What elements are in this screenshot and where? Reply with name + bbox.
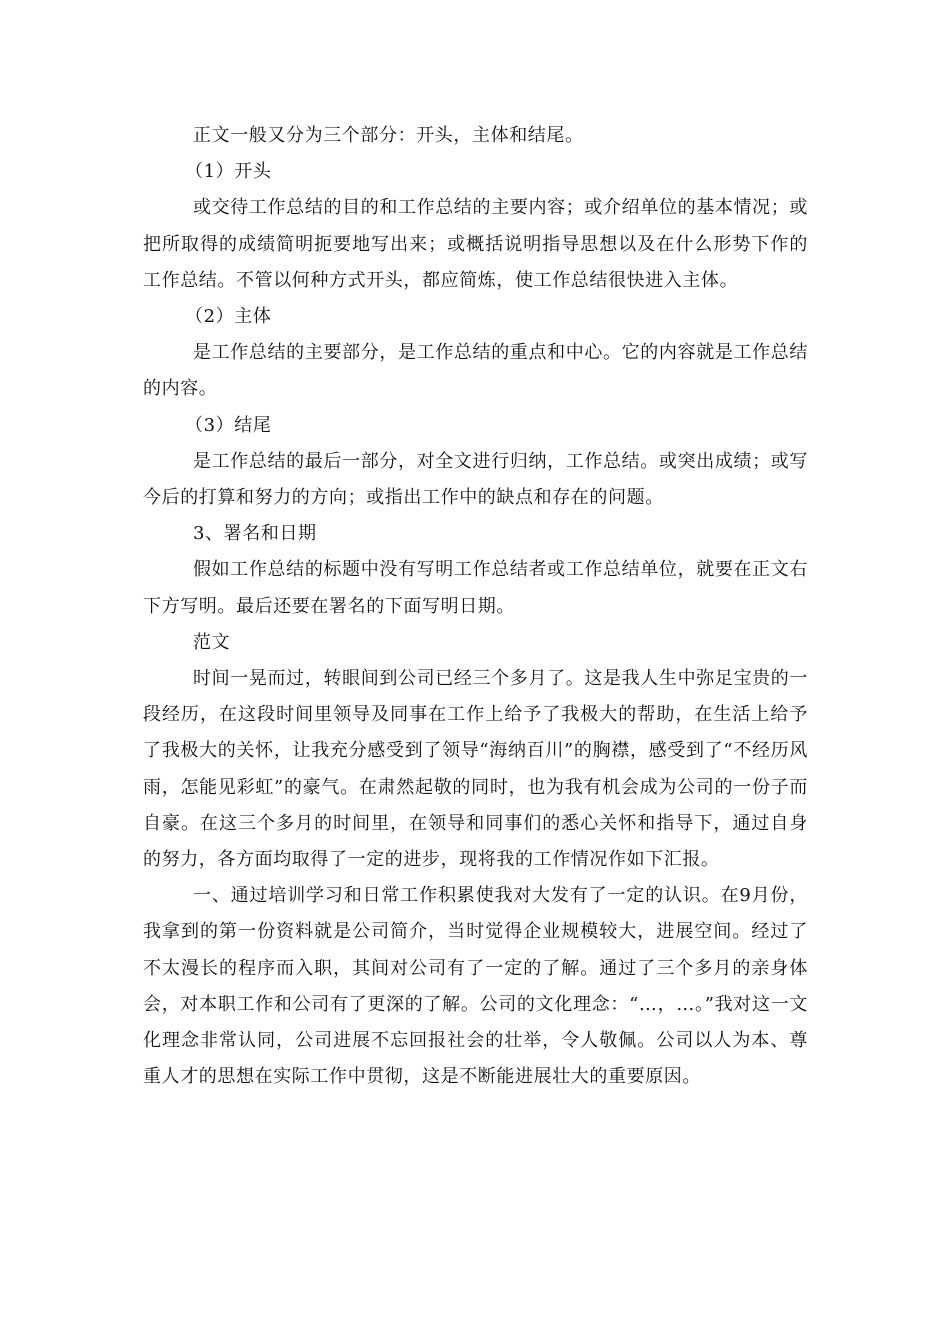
heading-main-body: （2）主体 xyxy=(185,306,272,328)
heading-ending: （3）结尾 xyxy=(185,414,272,436)
heading-opening: （1）开头 xyxy=(185,161,272,183)
heading-sample: 范文 xyxy=(193,631,231,653)
paragraph-ending: 是工作总结的最后一部分，对全文进行归纳，工作总结。或突出成绩；或写今后的打算和努力的方向；或指出工作中的缺点和存在的问题。 xyxy=(143,450,808,509)
paragraph-signature-date: 假如工作总结的标题中没有写明工作总结者或工作总结单位，就要在正文右下方写明。最后还要在署名的下面写明日期。 xyxy=(143,559,808,617)
paragraph-main-body: 是工作总结的主要部分，是工作总结的重点和中心。它的内容就是工作总结的内容。 xyxy=(143,342,808,400)
paragraph-opening: 或交待工作总结的目的和工作总结的主要内容；或介绍单位的基本情况；或把所取得的成绩简明扼要地写出来；或概括说明指导思想以及在什么形势下作的工作总结。不管以何种方式开头，都应简炼，使工作总结很快进入主体。 xyxy=(143,197,808,291)
document-body xyxy=(143,118,808,1095)
paragraph-body-parts: 正文一般又分为三个部分：开头，主体和结尾。 xyxy=(193,125,584,146)
paragraph-sample-section-one: 一、通过培训学习和日常工作积累使我对大发有了一定的认识。在9月份，我拿到的第一份资料就是公司简介，当时觉得企业规模较大，进展空间。经过了不太漫长的程序而入职，其间对公司有了一定的了解。通过了三个多月的亲身体会，对本职工作和公司有了更深的了解。公司的文化理念：“…，…。”我对这一文化理念非常认同，公司进展不忘回报社会的壮举，令人敬佩。公司以人为本、尊重人才的思想在实际工作中贯彻，这是不断能进展壮大的重要原因。 xyxy=(143,885,808,1088)
heading-signature-date: 3、署名和日期 xyxy=(193,523,317,545)
paragraph-sample-intro: 时间一晃而过，转眼间到公司已经三个多月了。这是我人生中弥足宝贵的一段经历，在这段时间里领导及同事在工作上给予了我极大的帮助，在生活上给予了我极大的关怀，让我充分感受到了领导“海纳百川”的胸襟，感受到了“不经历风雨，怎能见彩虹”的豪气。在肃然起敬的同时，也为我有机会成为公司的一份子而自豪。在这三个多月的时间里，在领导和同事们的悉心关怀和指导下，通过自身的努力，各方面均取得了一定的进步，现将我的工作情况作如下汇报。 xyxy=(143,668,808,871)
